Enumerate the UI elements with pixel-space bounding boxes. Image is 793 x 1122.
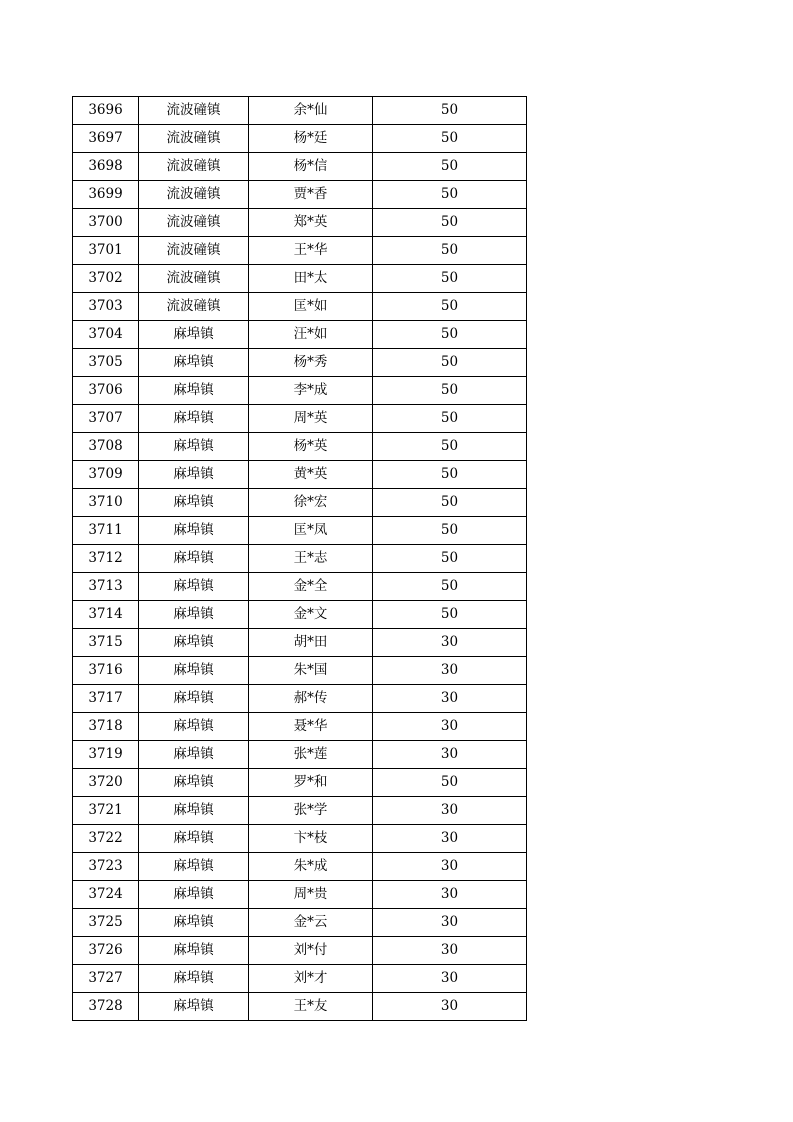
name-cell: 黄*英: [249, 461, 373, 489]
town-cell: 麻埠镇: [139, 825, 249, 853]
town-cell: 流波䃥镇: [139, 209, 249, 237]
town-cell: 麻埠镇: [139, 993, 249, 1021]
amount-cell: 50: [373, 349, 527, 377]
town-cell: 麻埠镇: [139, 573, 249, 601]
town-cell: 麻埠镇: [139, 321, 249, 349]
amount-cell: 50: [373, 265, 527, 293]
amount-cell: 50: [373, 405, 527, 433]
name-cell: 罗*和: [249, 769, 373, 797]
row-number-cell: 3700: [73, 209, 139, 237]
amount-cell: 30: [373, 741, 527, 769]
row-number-cell: 3726: [73, 937, 139, 965]
row-number-cell: 3707: [73, 405, 139, 433]
name-cell: 王*志: [249, 545, 373, 573]
table-row: [73, 153, 527, 181]
town-cell: 麻埠镇: [139, 909, 249, 937]
town-cell: 麻埠镇: [139, 657, 249, 685]
name-cell: 张*学: [249, 797, 373, 825]
table-row: [73, 601, 527, 629]
row-number-cell: 3697: [73, 125, 139, 153]
table-row: [73, 741, 527, 769]
amount-cell: 50: [373, 97, 527, 125]
town-cell: 麻埠镇: [139, 685, 249, 713]
table-row: [73, 461, 527, 489]
row-number-cell: 3698: [73, 153, 139, 181]
amount-cell: 30: [373, 657, 527, 685]
table-row: [73, 321, 527, 349]
name-cell: 周*贵: [249, 881, 373, 909]
row-number-cell: 3721: [73, 797, 139, 825]
amount-cell: 30: [373, 825, 527, 853]
row-number-cell: 3696: [73, 97, 139, 125]
town-cell: 流波䃥镇: [139, 237, 249, 265]
amount-cell: 50: [373, 489, 527, 517]
table-row: [73, 125, 527, 153]
row-number-cell: 3718: [73, 713, 139, 741]
table-row: [73, 657, 527, 685]
town-cell: 麻埠镇: [139, 937, 249, 965]
town-cell: 麻埠镇: [139, 461, 249, 489]
amount-cell: 50: [373, 321, 527, 349]
town-cell: 麻埠镇: [139, 629, 249, 657]
amount-cell: 50: [373, 293, 527, 321]
table-row: [73, 433, 527, 461]
name-cell: 汪*如: [249, 321, 373, 349]
amount-cell: 30: [373, 853, 527, 881]
name-cell: 郑*英: [249, 209, 373, 237]
table-row: [73, 97, 527, 125]
table-row: [73, 965, 527, 993]
amount-cell: 50: [373, 209, 527, 237]
name-cell: 田*太: [249, 265, 373, 293]
town-cell: 麻埠镇: [139, 405, 249, 433]
name-cell: 周*英: [249, 405, 373, 433]
town-cell: 麻埠镇: [139, 545, 249, 573]
row-number-cell: 3725: [73, 909, 139, 937]
name-cell: 余*仙: [249, 97, 373, 125]
row-number-cell: 3704: [73, 321, 139, 349]
name-cell: 杨*信: [249, 153, 373, 181]
amount-cell: 30: [373, 797, 527, 825]
row-number-cell: 3715: [73, 629, 139, 657]
amount-cell: 50: [373, 545, 527, 573]
row-number-cell: 3717: [73, 685, 139, 713]
name-cell: 贾*香: [249, 181, 373, 209]
row-number-cell: 3709: [73, 461, 139, 489]
town-cell: 流波䃥镇: [139, 125, 249, 153]
table-row: [73, 573, 527, 601]
amount-cell: 30: [373, 629, 527, 657]
town-cell: 麻埠镇: [139, 741, 249, 769]
amount-cell: 50: [373, 769, 527, 797]
name-cell: 徐*宏: [249, 489, 373, 517]
amount-cell: 50: [373, 237, 527, 265]
table-row: [73, 265, 527, 293]
town-cell: 麻埠镇: [139, 433, 249, 461]
town-cell: 流波䃥镇: [139, 153, 249, 181]
town-cell: 麻埠镇: [139, 769, 249, 797]
row-number-cell: 3705: [73, 349, 139, 377]
table-row: [73, 937, 527, 965]
amount-cell: 30: [373, 713, 527, 741]
amount-cell: 30: [373, 881, 527, 909]
row-number-cell: 3711: [73, 517, 139, 545]
roster-table: [72, 96, 527, 1021]
name-cell: 金*全: [249, 573, 373, 601]
name-cell: 匡*如: [249, 293, 373, 321]
town-cell: 流波䃥镇: [139, 181, 249, 209]
town-cell: 麻埠镇: [139, 965, 249, 993]
name-cell: 朱*成: [249, 853, 373, 881]
town-cell: 麻埠镇: [139, 489, 249, 517]
table-row: [73, 209, 527, 237]
table-row: [73, 629, 527, 657]
town-cell: 麻埠镇: [139, 797, 249, 825]
row-number-cell: 3722: [73, 825, 139, 853]
table-row: [73, 909, 527, 937]
row-number-cell: 3701: [73, 237, 139, 265]
row-number-cell: 3727: [73, 965, 139, 993]
amount-cell: 30: [373, 909, 527, 937]
name-cell: 杨*秀: [249, 349, 373, 377]
amount-cell: 30: [373, 685, 527, 713]
amount-cell: 30: [373, 937, 527, 965]
table-row: [73, 349, 527, 377]
table-row: [73, 825, 527, 853]
row-number-cell: 3720: [73, 769, 139, 797]
name-cell: 王*友: [249, 993, 373, 1021]
table-row: [73, 769, 527, 797]
name-cell: 匡*凤: [249, 517, 373, 545]
town-cell: 流波䃥镇: [139, 97, 249, 125]
table-row: [73, 405, 527, 433]
row-number-cell: 3723: [73, 853, 139, 881]
town-cell: 麻埠镇: [139, 377, 249, 405]
amount-cell: 50: [373, 153, 527, 181]
table-row: [73, 685, 527, 713]
table-row: [73, 517, 527, 545]
amount-cell: 50: [373, 181, 527, 209]
row-number-cell: 3703: [73, 293, 139, 321]
row-number-cell: 3724: [73, 881, 139, 909]
town-cell: 麻埠镇: [139, 881, 249, 909]
name-cell: 杨*英: [249, 433, 373, 461]
row-number-cell: 3699: [73, 181, 139, 209]
roster-table-body: [73, 97, 527, 1021]
town-cell: 流波䃥镇: [139, 293, 249, 321]
table-row: [73, 181, 527, 209]
table-row: [73, 797, 527, 825]
amount-cell: 50: [373, 517, 527, 545]
town-cell: 麻埠镇: [139, 517, 249, 545]
name-cell: 金*云: [249, 909, 373, 937]
table-row: [73, 377, 527, 405]
row-number-cell: 3719: [73, 741, 139, 769]
name-cell: 刘*付: [249, 937, 373, 965]
row-number-cell: 3713: [73, 573, 139, 601]
town-cell: 麻埠镇: [139, 601, 249, 629]
amount-cell: 50: [373, 433, 527, 461]
name-cell: 胡*田: [249, 629, 373, 657]
table-row: [73, 881, 527, 909]
town-cell: 麻埠镇: [139, 713, 249, 741]
amount-cell: 50: [373, 573, 527, 601]
row-number-cell: 3708: [73, 433, 139, 461]
row-number-cell: 3728: [73, 993, 139, 1021]
table-row: [73, 545, 527, 573]
table-row: [73, 489, 527, 517]
name-cell: 李*成: [249, 377, 373, 405]
town-cell: 流波䃥镇: [139, 265, 249, 293]
name-cell: 聂*华: [249, 713, 373, 741]
name-cell: 王*华: [249, 237, 373, 265]
amount-cell: 50: [373, 461, 527, 489]
name-cell: 杨*廷: [249, 125, 373, 153]
amount-cell: 50: [373, 125, 527, 153]
name-cell: 张*莲: [249, 741, 373, 769]
row-number-cell: 3716: [73, 657, 139, 685]
table-row: [73, 713, 527, 741]
amount-cell: 50: [373, 377, 527, 405]
amount-cell: 30: [373, 993, 527, 1021]
table-row: [73, 993, 527, 1021]
table-row: [73, 853, 527, 881]
town-cell: 麻埠镇: [139, 853, 249, 881]
name-cell: 朱*国: [249, 657, 373, 685]
town-cell: 麻埠镇: [139, 349, 249, 377]
table-row: [73, 293, 527, 321]
amount-cell: 50: [373, 601, 527, 629]
amount-cell: 30: [373, 965, 527, 993]
row-number-cell: 3702: [73, 265, 139, 293]
name-cell: 郝*传: [249, 685, 373, 713]
row-number-cell: 3714: [73, 601, 139, 629]
row-number-cell: 3710: [73, 489, 139, 517]
table-row: [73, 237, 527, 265]
name-cell: 刘*才: [249, 965, 373, 993]
name-cell: 卞*枝: [249, 825, 373, 853]
row-number-cell: 3712: [73, 545, 139, 573]
name-cell: 金*文: [249, 601, 373, 629]
row-number-cell: 3706: [73, 377, 139, 405]
